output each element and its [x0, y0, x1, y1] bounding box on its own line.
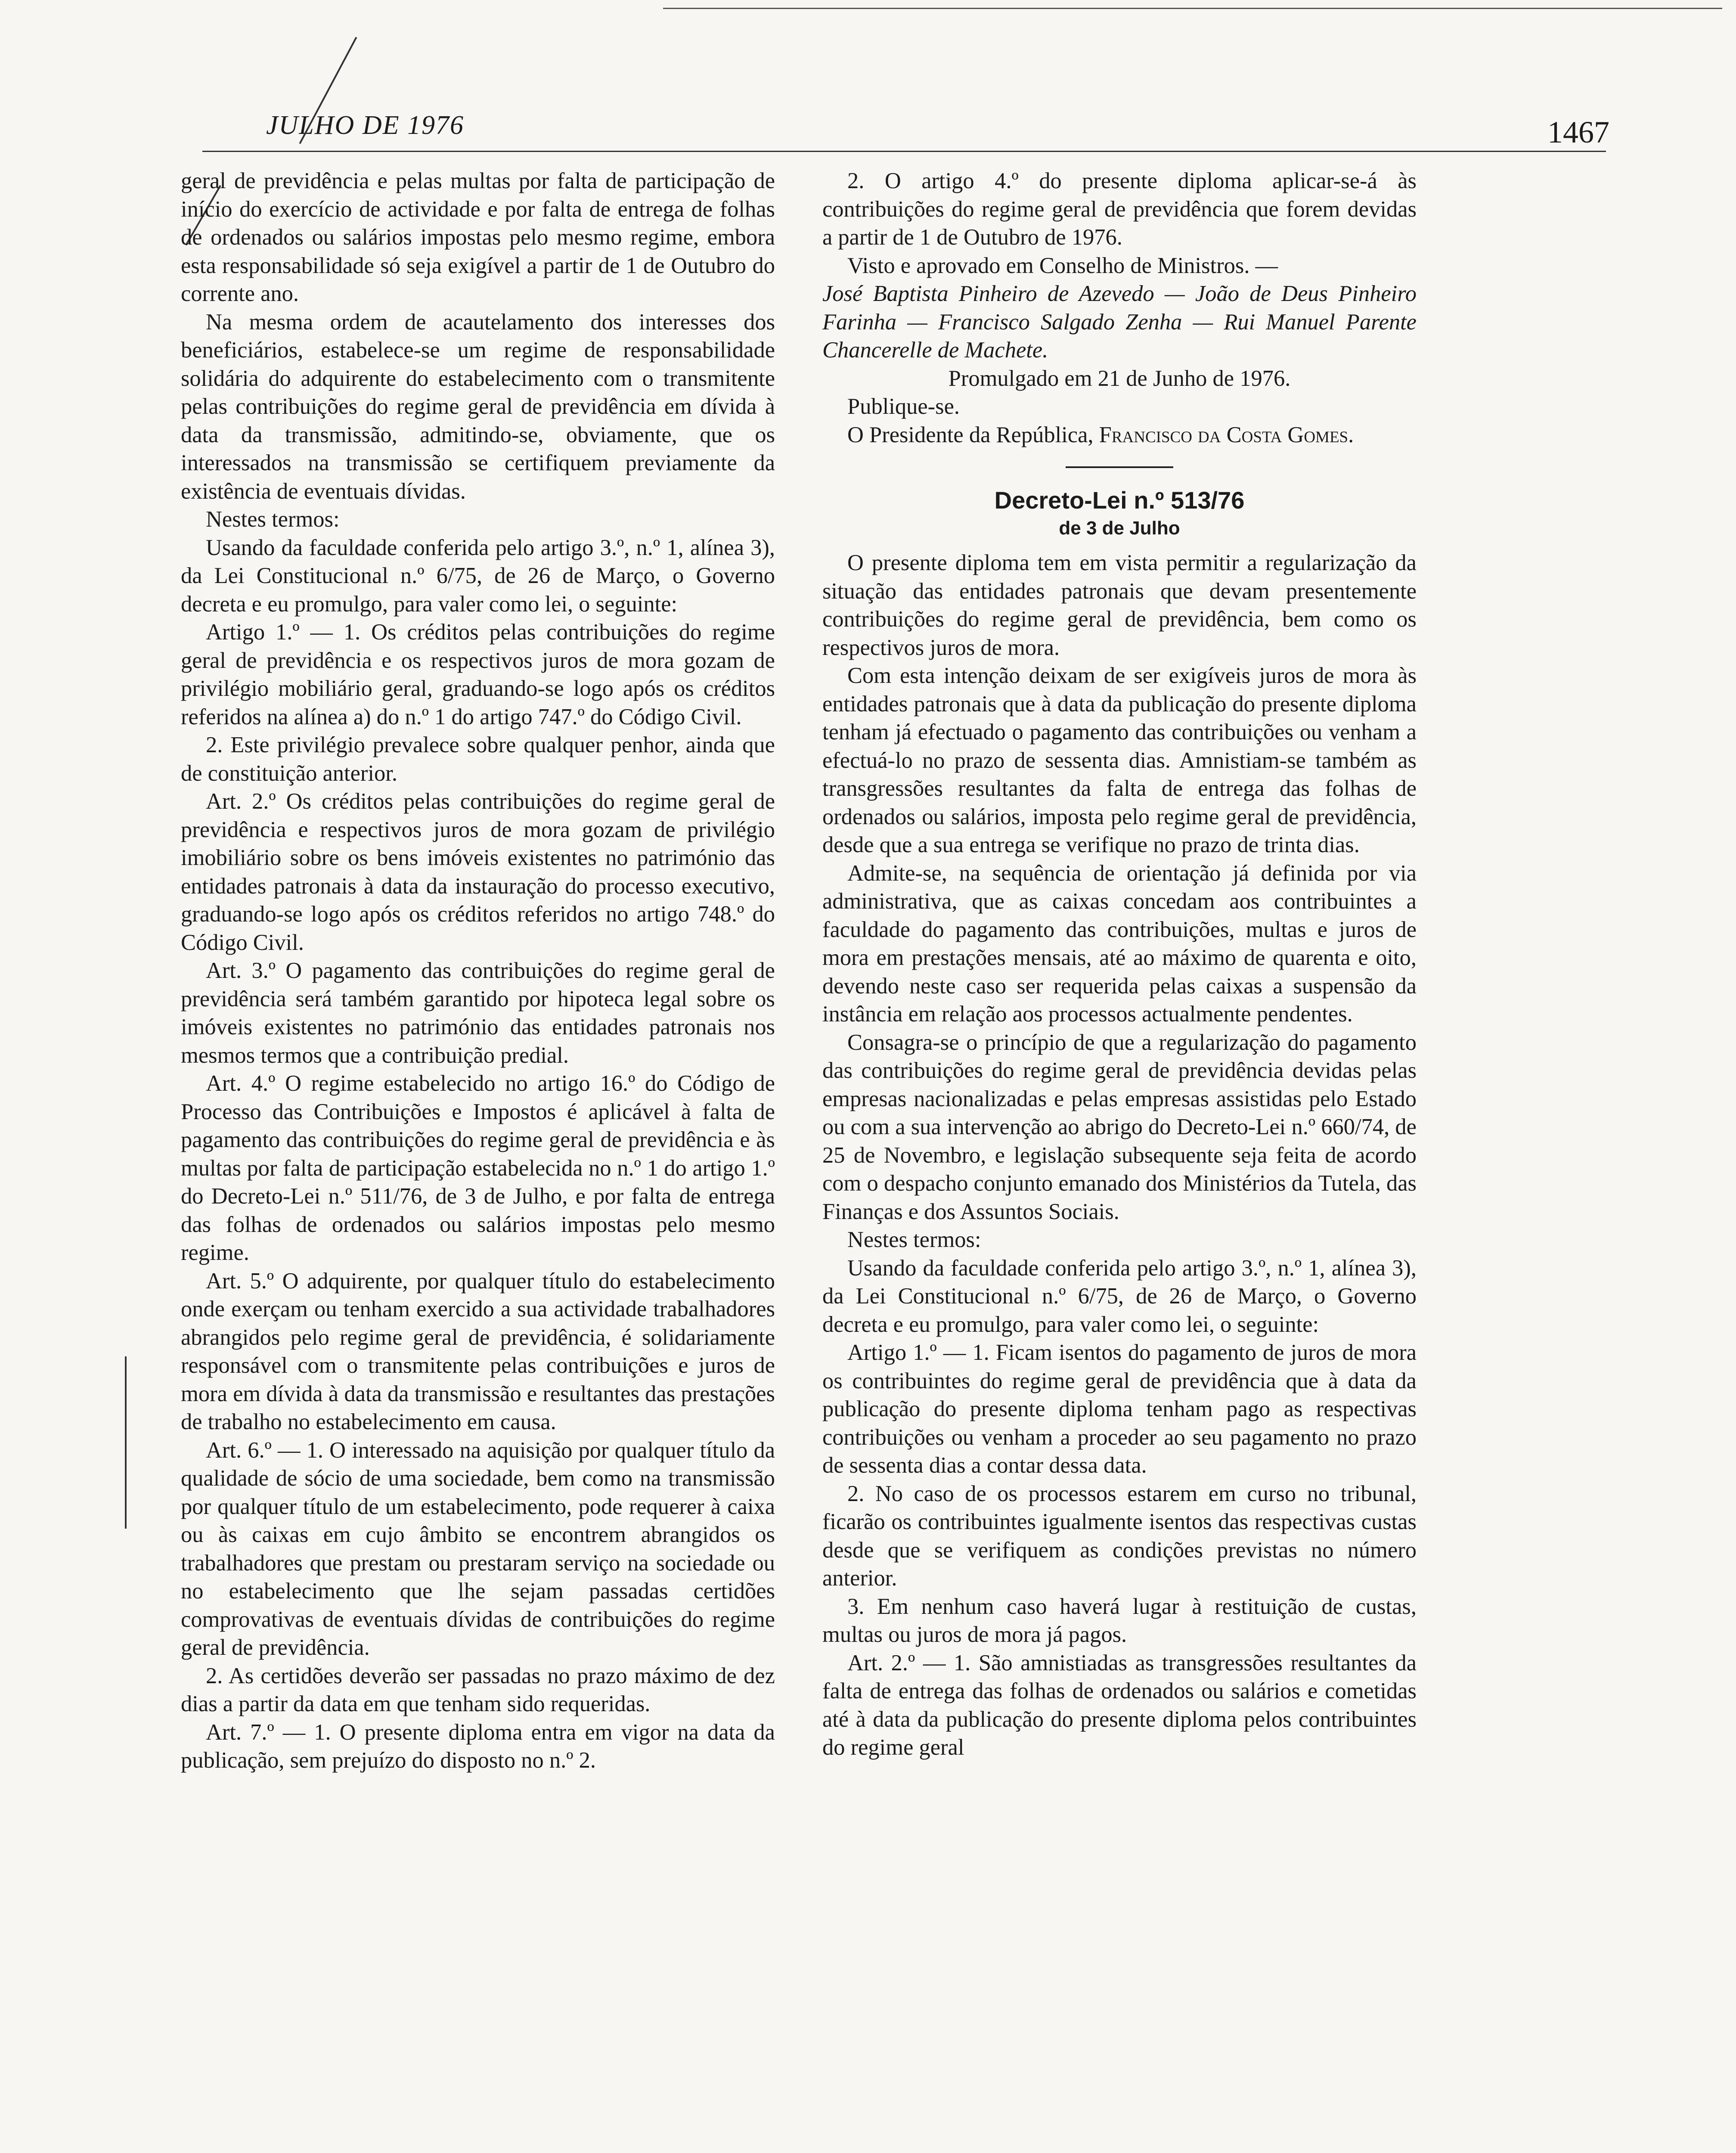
header-rule	[202, 151, 1606, 152]
decree-date: de 3 de Julho	[1059, 518, 1180, 539]
page-number: 1467	[1547, 115, 1609, 149]
margin-tick	[125, 1356, 127, 1529]
right-paragraph: 2. O artigo 4.º do presente diploma aplicar-se-á às contribuições do regime geral de previdência que forem devidas a partir de 1 de Outubro de 1976.	[822, 168, 1417, 250]
publish-line: Publique-se.	[847, 394, 960, 419]
signatories: José Baptista Pinheiro de Azevedo — João de Deus Pinheiro Farinha — Francisco Salgado Zenha — Rui Manuel Parente Chancerelle de Machete.	[822, 281, 1417, 363]
article-1-2: 2. Este privilégio prevalece sobre qualquer penhor, ainda que de constituição anterior.	[181, 732, 775, 786]
decree-paragraph: Nestes termos:	[847, 1227, 981, 1252]
decree-paragraph: Consagra-se o princípio de que a regularização do pagamento das contribuições do regime geral de previdência devidas pelas empresas nacionalizadas e pelas empresas assistidas pelo Estado ou com a sua intervenção ao abrigo do Decreto-Lei n.º 660/74, de 25 de Novembro, e legislação subsequente seja feita de acordo com o despacho conjunto emanado dos Ministérios da Tutela, das Finanças e dos Assuntos Sociais.	[822, 1030, 1417, 1224]
decree-article-1: Artigo 1.º — 1. Ficam isentos do pagamento de juros de mora os contribuintes do regime geral de previdência que à data da publicação do presente diploma tenham pago as respectivas contribuições ou venham a proceder ao seu pagamento no prazo de sessenta dias a contar dessa data.	[822, 1340, 1417, 1478]
decree-title: Decreto-Lei n.º 513/76	[994, 487, 1245, 514]
president-line	[822, 421, 1417, 450]
president-name: Francisco da Costa Gomes.	[1099, 422, 1354, 447]
decree-article-1-2: 2. No caso de os processos estarem em curso no tribunal, ficarão os contribuintes igualmente isentos das respectivas custas desde que se verifiquem as condições previstas no número anterior.	[822, 1481, 1417, 1591]
left-paragraph: Nestes termos:	[206, 507, 340, 532]
decree-paragraph: Usando da faculdade conferida pelo artigo 3.º, n.º 1, alínea 3), da Lei Constitucional n.º 6/75, de 26 de Março, o Governo decreta e eu promulgo, para valer como lei, o seguinte:	[822, 1255, 1417, 1337]
decree-paragraph: O presente diploma tem em vista permitir a regularização da situação das entidades patronais que devam presentemente contribuições do regime geral de previdência, bem como os respectivos juros de mora.	[822, 550, 1417, 660]
decree-article-2: Art. 2.º — 1. São amnistiadas as transgressões resultantes da falta de entrega das folhas de ordenados ou salários e cometidas até à data da publicação do presente diploma pelos contribuintes do regime geral	[822, 1650, 1417, 1760]
promulgation-line: Promulgado em 21 de Junho de 1976.	[948, 366, 1291, 391]
article-1: Artigo 1.º — 1. Os créditos pelas contribuições do regime geral de previdência e os respectivos juros de mora gozam de privilégio mobiliário geral, graduando-se logo após os créditos referidos na alínea a) do n.º 1 do artigo 747.º do Código Civil.	[181, 620, 775, 729]
decree-article-1-3: 3. Em nenhum caso haverá lugar à restituição de custas, multas ou juros de mora já pagos.	[822, 1594, 1417, 1647]
left-paragraph: Na mesma ordem de acautelamento dos interesses dos beneficiários, estabelece-se um regime de responsabilidade solidária do adquirente do estabelecimento com o transmitente pelas contribuições do regime geral de previdência em dívida à data da transmissão, admitindo-se, obviamente, que os interessados na transmissão se certifiquem previamente da existência de eventuais dívidas.	[181, 309, 775, 504]
article-5: Art. 5.º O adquirente, por qualquer título do estabelecimento onde exerçam ou tenham exercido a sua actividade trabalhadores abrangidos pelo regime geral de previdência, é solidariamente responsável com o transmitente pelas contribuições e juros de mora em dívida à data da transmissão e resultantes das prestações de trabalho no estabelecimento em causa.	[181, 1268, 775, 1434]
right-column	[822, 167, 1417, 1762]
left-paragraph: geral de previdência e pelas multas por falta de participação de início do exercício de actividade e por falta de entrega de folhas de ordenados ou salários impostas pelo mesmo regime, embora esta responsabilidade só seja exigível a partir de 1 de Outubro do corrente ano.	[181, 168, 775, 306]
article-6-2: 2. As certidões deverão ser passadas no prazo máximo de dez dias a partir da data em que tenham sido requeridas.	[181, 1663, 775, 1716]
decree-paragraph: Admite-se, na sequência de orientação já definida por via administrativa, que as caixas concedam aos contribuintes a faculdade do pagamento das contribuições, multas e juros de mora em prestações mensais, até ao máximo de quarenta e oito, devendo neste caso ser requerida pelas caixas a suspensão da instância em relação aos processos actualmente pendentes.	[822, 860, 1417, 1027]
article-2: Art. 2.º Os créditos pelas contribuições do regime geral de previdência e respectivos juros de mora gozam de privilégio imobiliário sobre os bens imóveis existentes no património das entidades patronais à data da instauração do processo executivo, graduando-se logo após os créditos referidos no artigo 748.º do Código Civil.	[181, 789, 775, 955]
article-3: Art. 3.º O pagamento das contribuições do regime geral de previdência será também garantido por hipoteca legal sobre os imóveis existentes no património das entidades patronais nos mesmos termos que a contribuição predial.	[181, 958, 775, 1068]
approval-line: Visto e aprovado em Conselho de Ministros. —	[847, 253, 1278, 278]
section-divider	[1066, 466, 1173, 468]
article-4: Art. 4.º O regime estabelecido no artigo 16.º do Código de Processo das Contribuições e Impostos é aplicável à falta de pagamento das contribuições do regime geral de previdência e às multas por falta de participação estabelecida no n.º 1 do artigo 1.º do Decreto-Lei n.º 511/76, de 3 de Julho, e por falta de entrega das folhas de ordenados ou salários impostas pelo mesmo regime.	[181, 1071, 775, 1265]
decree-paragraph: Com esta intenção deixam de ser exigíveis juros de mora às entidades patronais que à data da publicação do presente diploma tenham já efectuado o pagamento das contribuições ou venham a efectuá-lo no prazo de sessenta dias. Amnistiam-se também as transgressões resultantes da falta de entrega das folhas de ordenados ou salários, imposta pelo regime geral de previdência, desde que a sua entrega se verifique no prazo de trinta dias.	[822, 663, 1417, 857]
header-date: JULHO DE 1976	[266, 111, 464, 140]
left-column	[181, 167, 775, 1775]
article-6: Art. 6.º — 1. O interessado na aquisição por qualquer título da qualidade de sócio de uma sociedade, bem como na transmissão por qualquer título de um estabelecimento, pode requerer à caixa ou às caixas em cujo âmbito se encontrem abrangidos os trabalhadores que prestam ou prestaram serviço na sociedade ou no estabelecimento que lhe sejam passadas certidões comprovativas de eventuais dívidas de contribuições do regime geral de previdência.	[181, 1437, 775, 1660]
top-edge-rule	[663, 8, 1722, 9]
article-7: Art. 7.º — 1. O presente diploma entra em vigor na data da publicação, sem prejuízo do disposto no n.º 2.	[181, 1719, 775, 1773]
left-paragraph: Usando da faculdade conferida pelo artigo 3.º, n.º 1, alínea 3), da Lei Constitucional n.º 6/75, de 26 de Março, o Governo decreta e eu promulgo, para valer como lei, o seguinte:	[181, 535, 775, 617]
president-prefix: O Presidente da República,	[847, 422, 1094, 447]
